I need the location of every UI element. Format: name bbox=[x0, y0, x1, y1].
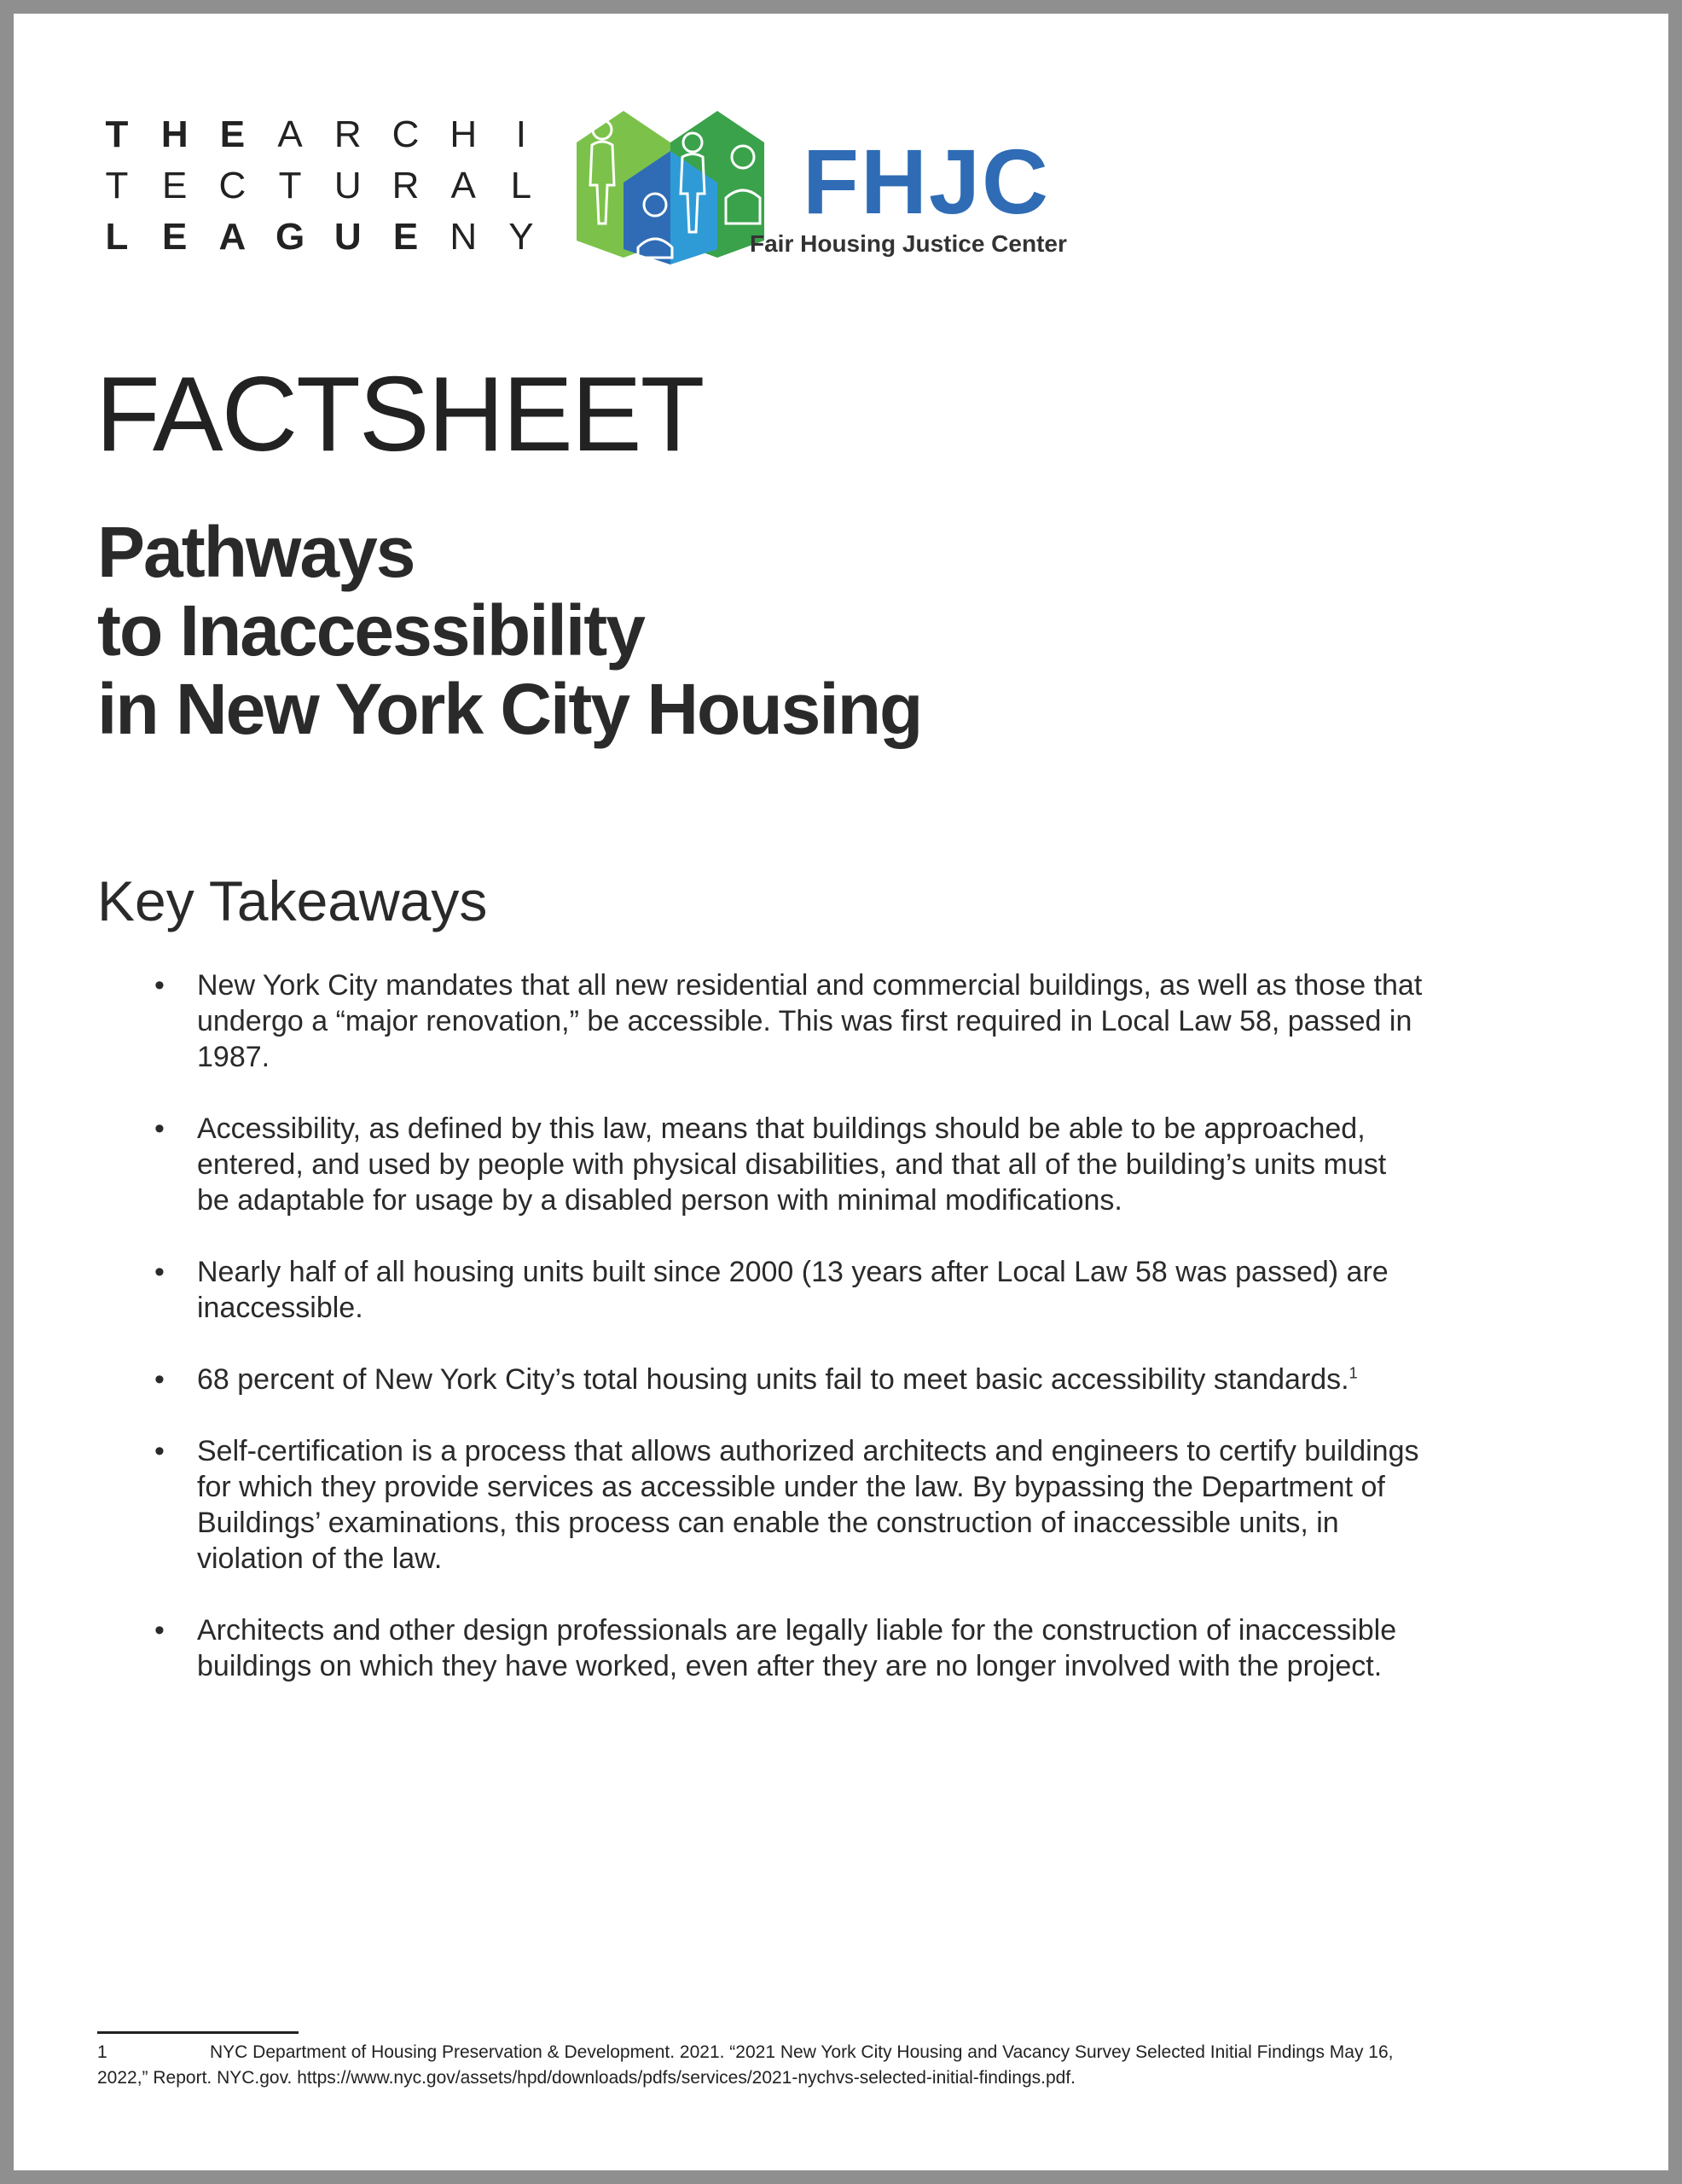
list-item-text: Accessibility, as defined by this law, means that buildings should be able to be approached, entered, and used by people with physical disabilities, and that all of the building’s units must be adaptable for usage by a disabled person with minimal modifications. bbox=[197, 1112, 1387, 1217]
list-item bbox=[14, 967, 1425, 1075]
league-logo-letter: A bbox=[218, 216, 246, 258]
footnote-divider bbox=[97, 2031, 299, 2034]
fhjc-logo bbox=[568, 104, 1114, 266]
list-item-text: New York City mandates that all new residential and commercial buildings, as well as those that undergo a “major renovation,” be accessible. This was first required in Local Law 58, passed in 1987. bbox=[197, 969, 1423, 1073]
league-logo-letter: T bbox=[105, 165, 129, 206]
list-item bbox=[14, 1433, 1425, 1577]
key-takeaways-list bbox=[14, 967, 1668, 1720]
document-title bbox=[97, 513, 921, 748]
title-line-1: Pathways bbox=[97, 512, 415, 592]
league-logo-letter: L bbox=[105, 216, 129, 258]
list-item bbox=[14, 1254, 1425, 1326]
title-line-2: to Inaccessibility bbox=[97, 590, 644, 671]
league-logo-letter: R bbox=[334, 113, 362, 155]
footnote-reference[interactable]: 1 bbox=[1348, 1364, 1358, 1382]
list-item bbox=[14, 1612, 1425, 1684]
factsheet-page bbox=[14, 14, 1668, 2170]
league-logo-letter: E bbox=[219, 113, 246, 155]
league-logo-letter: A bbox=[450, 165, 476, 206]
league-logo-letter: N bbox=[450, 216, 478, 258]
list-item bbox=[14, 1362, 1425, 1397]
league-logo-letter: E bbox=[162, 165, 188, 206]
league-logo-row-2 bbox=[97, 160, 541, 212]
league-logo-letter: E bbox=[392, 216, 419, 258]
key-takeaways-heading: Key Takeaways bbox=[97, 869, 488, 932]
bullet-icon: • bbox=[154, 1363, 165, 1396]
list-item-text: 68 percent of New York City’s total housing units fail to meet basic accessibility standards. bbox=[197, 1363, 1349, 1396]
bullet-icon: • bbox=[154, 1256, 165, 1288]
league-logo-letter: H bbox=[450, 113, 478, 155]
league-logo-letter: H bbox=[160, 113, 188, 155]
league-logo-letter: T bbox=[105, 113, 129, 155]
title-line-3: in New York City Housing bbox=[97, 669, 922, 749]
fhjc-abbreviation: FHJC bbox=[803, 130, 1051, 233]
league-logo-letter: C bbox=[392, 113, 420, 155]
bullet-icon: • bbox=[154, 1614, 165, 1647]
league-logo-row-3 bbox=[97, 212, 541, 263]
bullet-icon: • bbox=[154, 969, 165, 1002]
league-logo-letter: U bbox=[334, 216, 362, 258]
list-item-text: Self-certification is a process that allows authorized architects and engineers to certify buildings for which they provide services as accessible under the law. By bypassing the Department of Buildings’ examinations, this process can enable the construction of inaccessible units, in violation of the law. bbox=[197, 1435, 1419, 1575]
league-logo-letter: L bbox=[510, 165, 532, 206]
footnote-number: 1 bbox=[97, 2042, 107, 2062]
bullet-icon: • bbox=[154, 1112, 165, 1145]
league-logo-letter: E bbox=[162, 216, 188, 258]
league-logo-letter: I bbox=[515, 113, 527, 155]
league-logo-letter: G bbox=[275, 216, 305, 258]
league-logo-letter: R bbox=[392, 165, 420, 206]
league-logo-letter: A bbox=[277, 113, 303, 155]
footnote-text[interactable]: NYC Department of Housing Preservation & Development. 2021. “2021 New York City Housing and Vacancy Survey Selected Initial Findings May 16, 2022,” Report. NYC.gov. https://www.nyc.gov/assets/hpd/downloads/pdfs/services/2021-nychvs-selected-initial-findings.pdf. bbox=[97, 2042, 1394, 2088]
architectural-league-logo bbox=[97, 109, 541, 263]
list-item-text: Architects and other design professionals are legally liable for the construction of inaccessible buildings on which they have worked, even after they are no longer involved with the project. bbox=[197, 1614, 1397, 1682]
fhjc-full-name: Fair Housing Justice Center bbox=[750, 230, 1067, 257]
league-logo-letter: T bbox=[278, 165, 302, 206]
league-logo-letter: U bbox=[334, 165, 362, 206]
factsheet-label: FACTSHEET bbox=[96, 356, 704, 473]
list-item-text: Nearly half of all housing units built since 2000 (13 years after Local Law 58 was passed) are inaccessible. bbox=[197, 1256, 1389, 1324]
bullet-icon: • bbox=[154, 1435, 165, 1467]
league-logo-letter: C bbox=[218, 165, 246, 206]
league-logo-letter: Y bbox=[508, 216, 534, 258]
footnote bbox=[97, 2040, 1428, 2091]
list-item bbox=[14, 1111, 1425, 1218]
league-logo-row-1 bbox=[97, 109, 541, 160]
fhjc-house-figures-icon bbox=[568, 104, 773, 266]
